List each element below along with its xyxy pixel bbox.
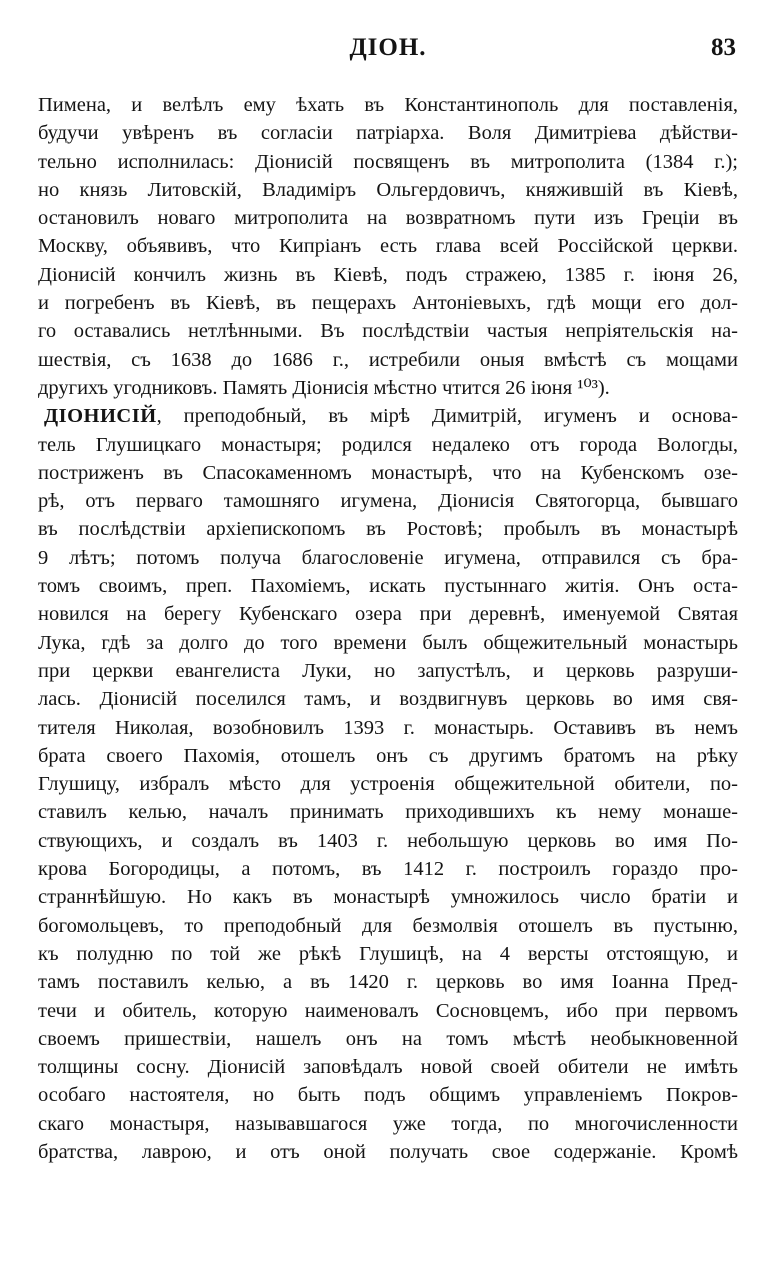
text-line: будучи увѣренъ въ согласіи патріарха. Воля Димитріева дѣйстви- <box>38 122 738 145</box>
text-line: лась. Діонисій поселился тамъ, и воздвигнувъ церковь во имя свя- <box>38 688 738 711</box>
text-line: и погребенъ въ Кіевѣ, въ пещерахъ Антоніевыхъ, гдѣ мощи его дол- <box>38 292 738 315</box>
text-line: Пимена, и велѣлъ ему ѣхать въ Константинополь для поставленія, <box>38 94 738 116</box>
text-line: при церкви евангелиста Луки, но запустѣлъ, и церковь разруши- <box>38 659 738 682</box>
text-line: братства, лаврою, и отъ оной получать свое содержаніе. Кромѣ <box>38 1140 738 1163</box>
text-line: богомольцевъ, то преподобный для безмолвія отошелъ въ пустыню, <box>38 914 738 937</box>
text-line <box>38 402 738 430</box>
text-line: тителя Николая, возобновилъ 1393 г. монастырь. Оставивъ въ немъ <box>38 716 738 739</box>
text-line: толщины сосну. Діонисій заповѣдалъ новой своей обители не имѣть <box>38 1056 738 1079</box>
paragraph-dion <box>38 91 738 402</box>
book-page <box>38 30 738 1166</box>
text-line: течи и обитель, которую наименовалъ Сосновцемъ, ибо при первомъ <box>38 999 738 1022</box>
text-line: Діонисій кончилъ жизнь въ Кіевѣ, подъ стражею, 1385 г. іюня 26, <box>38 263 738 286</box>
text-line: новился на берегу Кубенскаго озера при деревнѣ, именуемой Святая <box>38 603 738 626</box>
text-line: постриженъ въ Спасокаменномъ монастырѣ, что на Кубенскомъ озе- <box>38 461 738 484</box>
text-line: шествія, съ 1638 до 1686 г., истребили оныя вмѣстѣ съ мощами <box>38 348 738 371</box>
entry-headword: ДІОНИСІЙ <box>44 405 157 428</box>
entry-first-line: , преподобный, въ мірѣ Димитрій, игуменъ и основа- <box>156 405 738 428</box>
text-line: Глушицу, избралъ мѣсто для устроенія общежительной обители, по- <box>38 773 738 796</box>
text-line: брата своего Пахомія, отошелъ онъ съ другимъ братомъ на рѣку <box>38 744 738 767</box>
text-line: остановилъ новаго митрополита на возвратномъ пути изъ Греціи въ <box>38 207 738 230</box>
running-head: ДІОН. <box>349 34 427 61</box>
text-line: но князь Литовскій, Владиміръ Ольгердовичъ, княжившій въ Кіевѣ, <box>38 178 738 201</box>
text-line: тамъ поставилъ келью, а въ 1420 г. церковь во имя Іоанна Пред- <box>38 971 738 994</box>
text-line: Москву, объявивъ, что Кипріанъ есть глава всей Россійской церкви. <box>38 235 738 258</box>
page-number: 83 <box>711 34 736 61</box>
text-line: ствующихъ, и создалъ въ 1403 г. небольшую церковь во имя По- <box>38 829 738 852</box>
paragraph-dionisiy-glushitsky <box>38 402 738 1166</box>
text-line: Лука, гдѣ за долго до того времени былъ общежительный монастырь <box>38 631 738 654</box>
text-line: тельно исполнилась: Діонисій посвященъ въ митрополита (1384 г.); <box>38 150 738 173</box>
text-line: ставилъ келью, началъ принимать приходившихъ къ нему монаше- <box>38 801 738 824</box>
text-line: особаго настоятеля, но быть подъ общимъ управленіемъ Покров- <box>38 1084 738 1107</box>
text-line: томъ своимъ, преп. Пахоміемъ, искать пустыннаго житія. Онъ оста- <box>38 575 738 598</box>
text-line: страннѣйшую. Но какъ въ монастырѣ умножилось число братіи и <box>38 886 738 909</box>
text-line: крова Богородицы, а потомъ, въ 1412 г. построилъ гораздо про- <box>38 858 738 881</box>
text-line: тель Глушицкаго монастыря; родился недалеко отъ города Вологды, <box>38 433 738 456</box>
text-line: въ послѣдствіи архіепископомъ въ Ростовѣ; пробылъ въ монастырѣ <box>38 518 738 541</box>
text-line: го оставались нетлѣнными. Въ послѣдствіи частыя непріятельскія на- <box>38 320 738 343</box>
text-line: рѣ, отъ перваго тамошняго игумена, Діонисія Святогорца, бывшаго <box>38 490 738 513</box>
text-line: другихъ угодниковъ. Память Діонисія мѣстно чтится 26 іюня ¹⁰³). <box>38 376 610 399</box>
text-line: къ полудню по той же рѣкѣ Глушицѣ, на 4 версты отстоящую, и <box>38 942 738 965</box>
text-line: скаго монастыря, называвшагося уже тогда, по многочисленности <box>38 1112 738 1135</box>
text-line: 9 лѣтъ; потомъ получа благословеніе игумена, отправился съ бра- <box>38 546 738 569</box>
page-header <box>38 30 738 76</box>
body-text <box>38 91 738 1166</box>
text-line: своемъ пришествіи, нашелъ онъ на томъ мѣстѣ необыкновенной <box>38 1027 738 1050</box>
